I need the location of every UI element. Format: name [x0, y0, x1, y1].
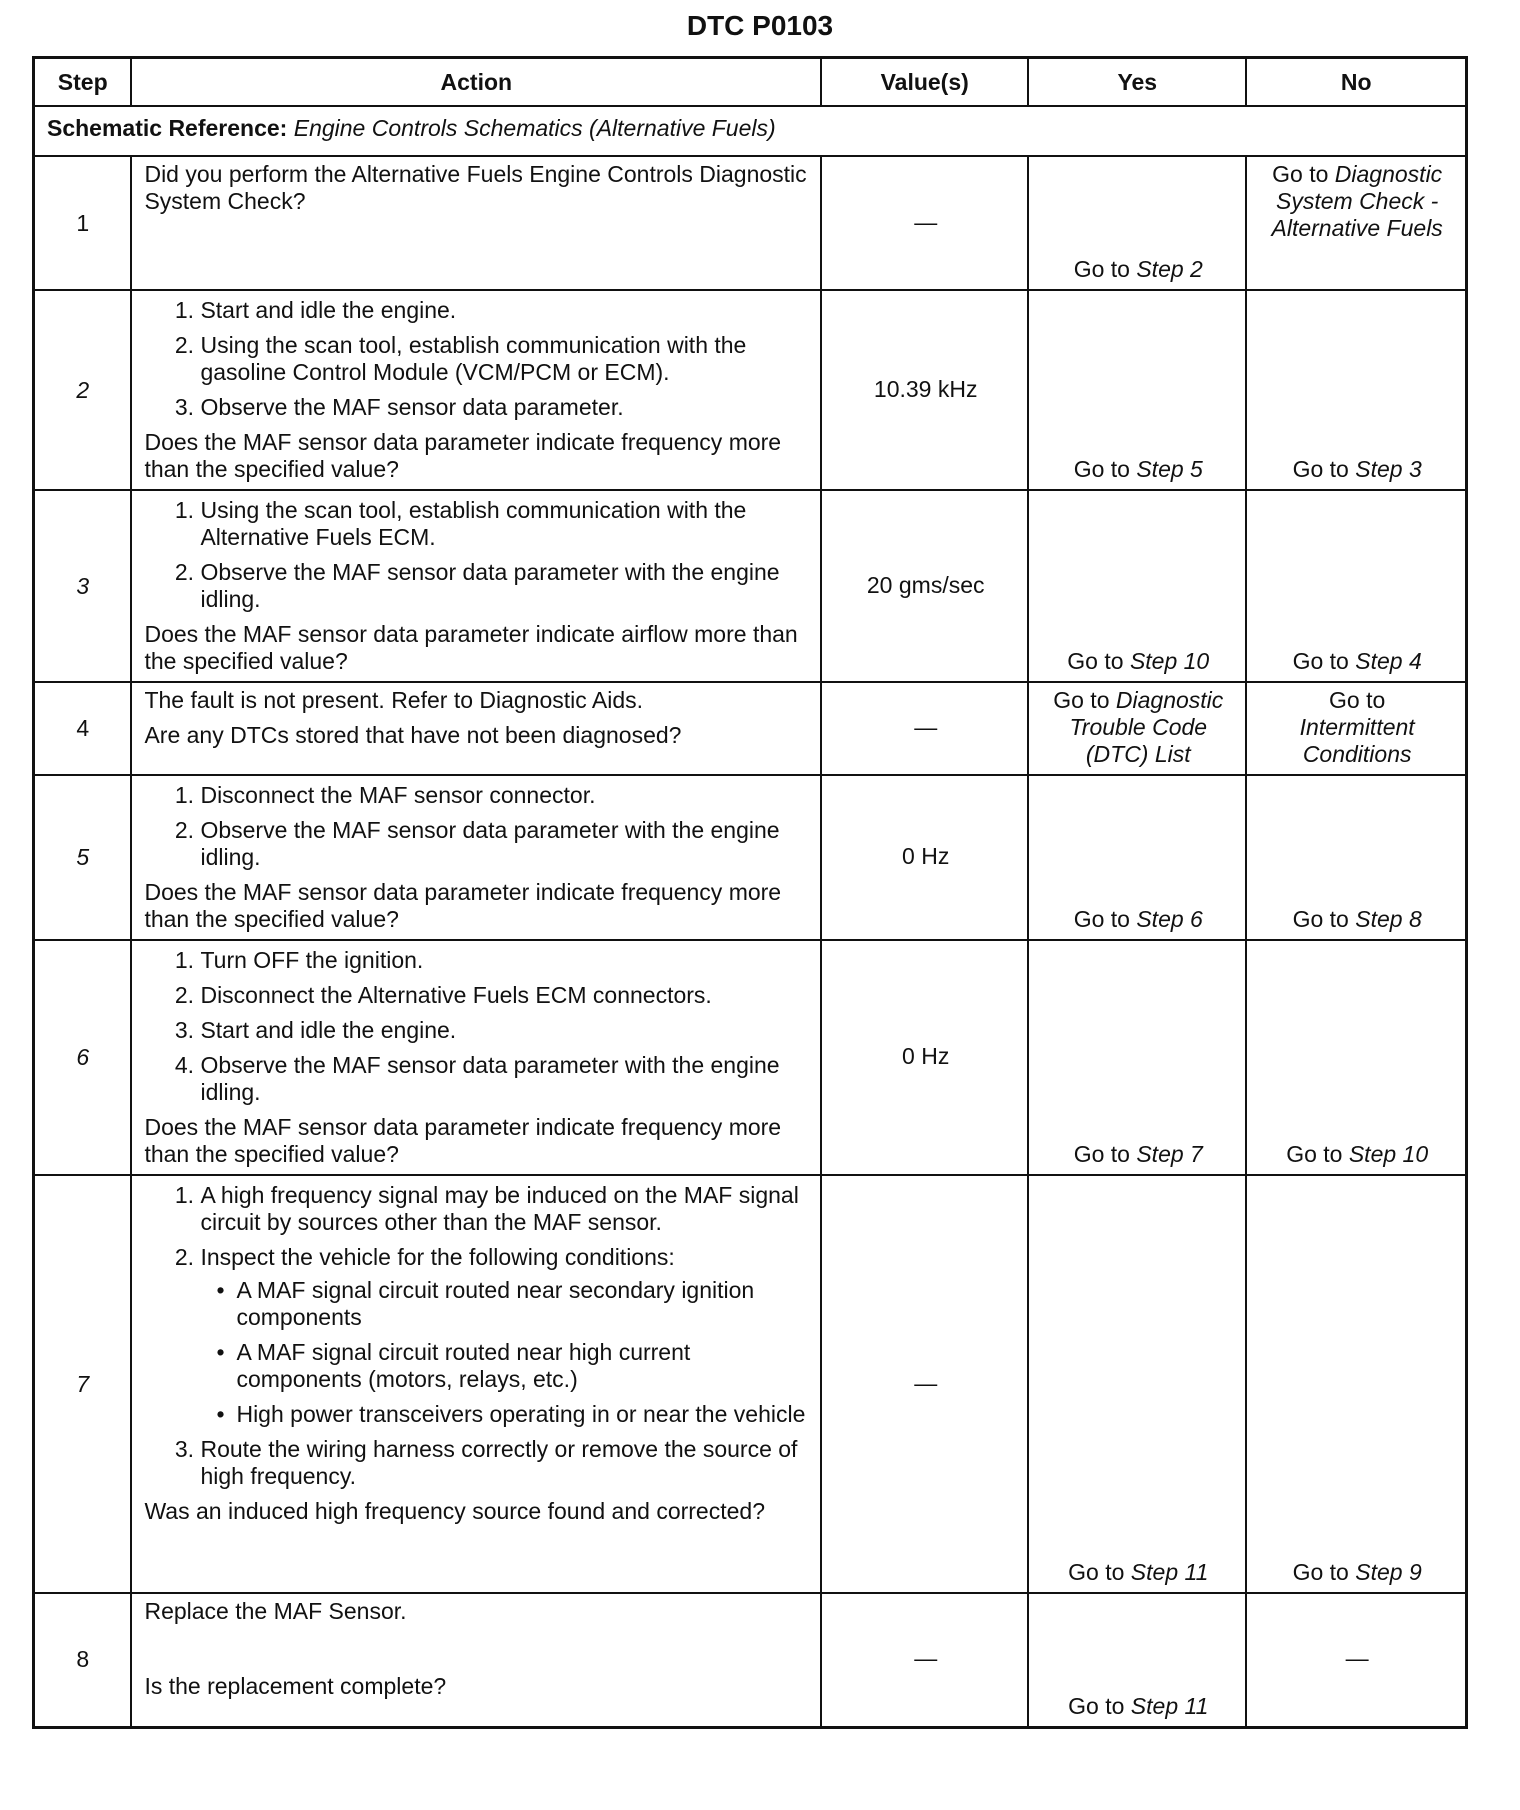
goto-label: Go to: [1067, 648, 1130, 674]
action-list: [144, 782, 810, 871]
action-item: 3. Route the wiring harness correctly or remove the source of high frequency.: [200, 1436, 810, 1490]
no-link[interactable]: Step 4: [1355, 648, 1422, 674]
yes-link[interactable]: Step 11: [1130, 1559, 1209, 1585]
header-value: Value(s): [821, 58, 1028, 107]
action-list: [144, 1182, 810, 1490]
action-question: Does the MAF sensor data parameter indicate frequency more than the specified value?: [144, 429, 782, 482]
goto-label: Go to: [1272, 161, 1335, 187]
yes-link[interactable]: Diagnostic Trouble Code (DTC) List: [1069, 687, 1224, 767]
goto-label: Go to: [1292, 1559, 1356, 1585]
schematic-reference: [34, 106, 1467, 156]
action-text: Replace the MAF Sensor.: [144, 1598, 407, 1624]
no-cell: [1246, 1175, 1466, 1593]
action-list: [144, 297, 810, 421]
no-link[interactable]: Step 8: [1355, 906, 1422, 932]
no-cell: —: [1246, 1593, 1466, 1727]
goto-label: Go to: [1329, 687, 1386, 713]
yes-link[interactable]: Step 5: [1136, 456, 1203, 482]
action-text: Did you perform the Alternative Fuels Engine Controls Diagnostic System Check?: [144, 161, 807, 214]
diagnostic-table: [32, 56, 1468, 1729]
action-item: 2. Disconnect the Alternative Fuels ECM connectors.: [200, 982, 810, 1009]
yes-cell: [1028, 682, 1246, 775]
value-cell: 10.39 kHz: [821, 290, 1028, 490]
yes-cell: [1028, 156, 1246, 290]
schematic-link[interactable]: Engine Controls Schematics (Alternative Fuels): [293, 115, 776, 141]
goto-label: Go to: [1286, 1141, 1349, 1167]
no-link[interactable]: Step 9: [1355, 1559, 1422, 1585]
action-item: 1. Start and idle the engine.: [200, 297, 810, 324]
action-question: Does the MAF sensor data parameter indicate frequency more than the specified value?: [144, 1114, 782, 1167]
yes-cell: [1028, 290, 1246, 490]
goto-label: Go to: [1068, 1692, 1131, 1719]
yes-cell: [1028, 940, 1246, 1175]
yes-cell: [1028, 775, 1246, 940]
action-item: 4. Observe the MAF sensor data parameter with the engine idling.: [200, 1052, 810, 1106]
action-item: 2. Using the scan tool, establish communication with the gasoline Control Module (VCM/PCM or ECM).: [200, 332, 810, 386]
action-list: [144, 947, 810, 1106]
goto-label: Go to: [1073, 906, 1137, 932]
action-item: 1. Using the scan tool, establish communication with the Alternative Fuels ECM.: [200, 497, 810, 551]
yes-link[interactable]: Step 7: [1136, 1141, 1203, 1167]
condition-item: • High power transceivers operating in or near the vehicle: [236, 1401, 810, 1428]
page-title: DTC P0103: [686, 10, 834, 41]
action-item: 3. Observe the MAF sensor data parameter.: [200, 394, 810, 421]
no-cell: [1246, 290, 1466, 490]
header-no: No: [1246, 58, 1466, 107]
table-row: [34, 156, 1467, 290]
step-number: 1: [34, 156, 132, 290]
goto-label: Go to: [1073, 1141, 1137, 1167]
action-list: [144, 497, 810, 613]
no-cell: [1246, 156, 1466, 290]
table-row: [34, 775, 1467, 940]
value-cell: —: [821, 1175, 1028, 1593]
action-question: Are any DTCs stored that have not been diagnosed?: [144, 722, 682, 748]
goto-label: Go to: [1073, 256, 1137, 282]
action-item: 3. Start and idle the engine.: [200, 1017, 810, 1044]
goto-label: Go to: [1053, 687, 1116, 713]
action-cell: [131, 775, 821, 940]
yes-link[interactable]: Step 2: [1136, 256, 1203, 282]
action-item: 1. Disconnect the MAF sensor connector.: [200, 782, 810, 809]
no-link[interactable]: Intermittent Conditions: [1299, 714, 1415, 767]
step-number: 5: [34, 775, 132, 940]
no-cell: [1246, 775, 1466, 940]
goto-label: Go to: [1068, 1559, 1131, 1585]
step-number: 8: [34, 1593, 132, 1727]
action-cell: [131, 1175, 821, 1593]
step-number: 4: [34, 682, 132, 775]
action-item: 1. A high frequency signal may be induced on the MAF signal circuit by sources other than the MAF sensor.: [200, 1182, 810, 1236]
action-cell: [131, 290, 821, 490]
step-number: 6: [34, 940, 132, 1175]
no-link[interactable]: Step 10: [1348, 1141, 1429, 1167]
action-question: Is the replacement complete?: [144, 1673, 447, 1699]
condition-item: • A MAF signal circuit routed near secondary ignition components: [236, 1277, 810, 1331]
no-cell: [1246, 682, 1466, 775]
header-row: [34, 58, 1467, 107]
yes-link[interactable]: Step 11: [1130, 1692, 1209, 1719]
action-cell: [131, 156, 821, 290]
condition-item: • A MAF signal circuit routed near high current components (motors, relays, etc.): [236, 1339, 810, 1393]
value-cell: —: [821, 1593, 1028, 1727]
action-question: Does the MAF sensor data parameter indicate airflow more than the specified value?: [144, 621, 798, 674]
action-item-text: Inspect the vehicle for the following conditions:: [200, 1244, 675, 1270]
table-row: [34, 940, 1467, 1175]
header-step: Step: [34, 58, 132, 107]
value-cell: —: [821, 682, 1028, 775]
action-item: [200, 1244, 810, 1428]
action-cell: [131, 940, 821, 1175]
condition-list: [200, 1277, 810, 1428]
action-text: The fault is not present. Refer to Diagnostic Aids.: [144, 687, 644, 713]
step-number: 7: [34, 1175, 132, 1593]
table-row: [34, 1175, 1467, 1593]
step-number: 2: [34, 290, 132, 490]
schematic-label: Schematic Reference:: [47, 115, 288, 141]
value-cell: 20 gms/sec: [821, 490, 1028, 682]
action-item: 1. Turn OFF the ignition.: [200, 947, 810, 974]
no-link[interactable]: Step 3: [1355, 456, 1422, 482]
action-cell: [131, 1593, 821, 1727]
yes-link[interactable]: Step 10: [1129, 648, 1210, 674]
yes-link[interactable]: Step 6: [1136, 906, 1203, 932]
yes-cell: [1028, 1593, 1246, 1727]
goto-label: Go to: [1292, 906, 1356, 932]
schematic-reference-row: [34, 106, 1467, 156]
value-cell: 0 Hz: [821, 775, 1028, 940]
action-question: Was an induced high frequency source found and corrected?: [144, 1498, 765, 1524]
step-number: 3: [34, 490, 132, 682]
action-cell: [131, 490, 821, 682]
table-row: [34, 1593, 1467, 1727]
goto-label: Go to: [1292, 648, 1356, 674]
header-action: Action: [131, 58, 821, 107]
table-row: [34, 682, 1467, 775]
header-yes: Yes: [1028, 58, 1246, 107]
yes-cell: [1028, 1175, 1246, 1593]
yes-cell: [1028, 490, 1246, 682]
no-cell: [1246, 940, 1466, 1175]
goto-label: Go to: [1073, 456, 1137, 482]
no-link[interactable]: Diagnostic System Check - Alternative Fuels: [1271, 161, 1443, 241]
value-cell: 0 Hz: [821, 940, 1028, 1175]
action-cell: [131, 682, 821, 775]
action-item: 2. Observe the MAF sensor data parameter with the engine idling.: [200, 817, 810, 871]
no-cell: [1246, 490, 1466, 682]
goto-label: Go to: [1292, 456, 1356, 482]
table-row: [34, 290, 1467, 490]
table-row: [34, 490, 1467, 682]
action-question: Does the MAF sensor data parameter indicate frequency more than the specified value?: [144, 879, 782, 932]
action-item: 2. Observe the MAF sensor data parameter with the engine idling.: [200, 559, 810, 613]
value-cell: —: [821, 156, 1028, 290]
